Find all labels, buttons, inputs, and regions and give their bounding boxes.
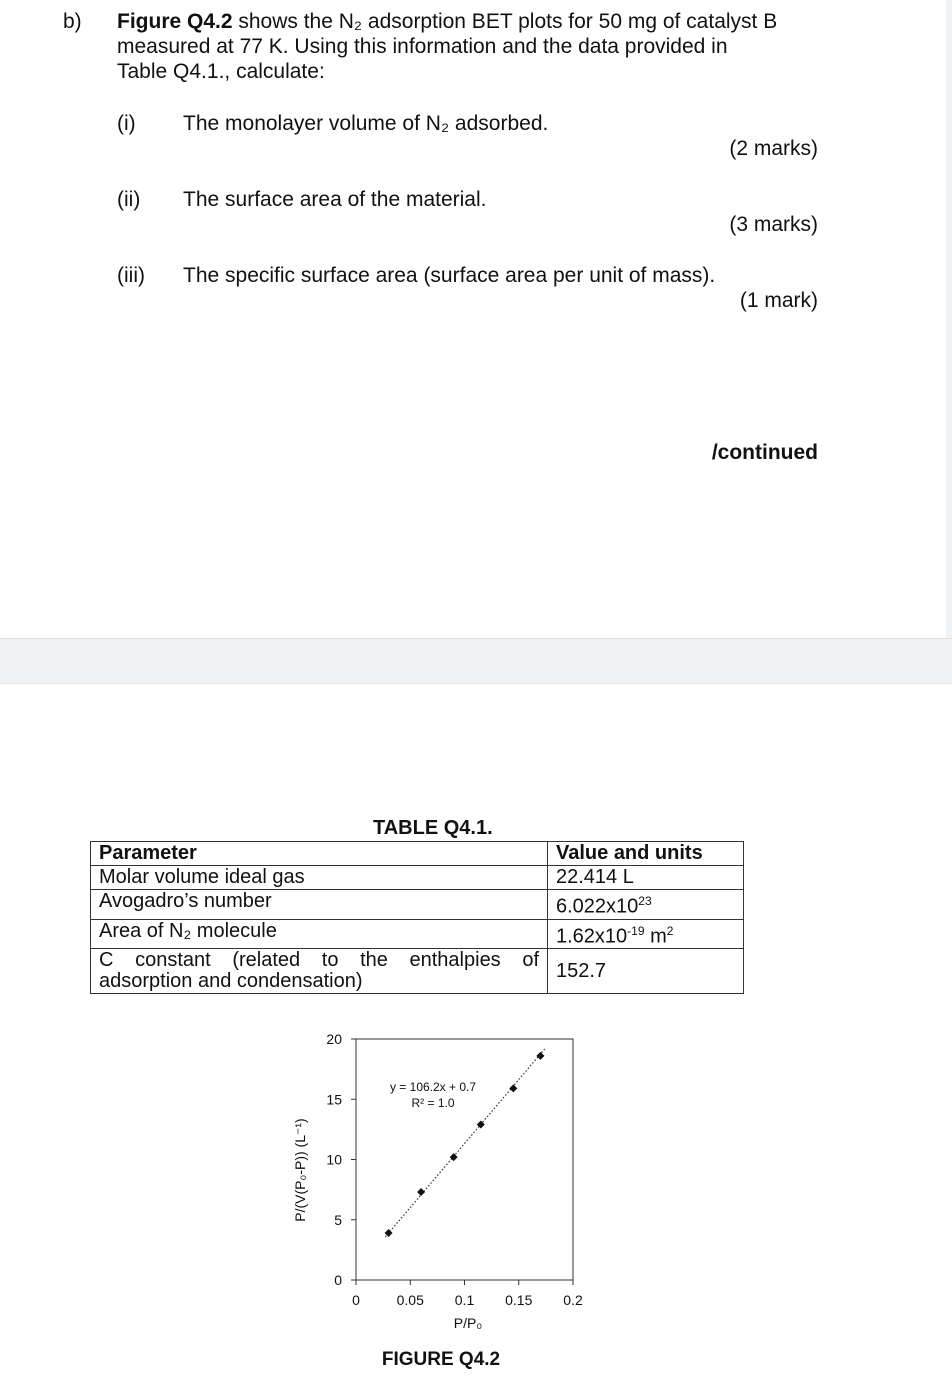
x-tick-label: 0.1 — [454, 1292, 475, 1308]
x-axis-label: P/P₀ — [453, 1315, 483, 1331]
part-ii-text: The surface area of the material. — [183, 188, 487, 211]
r-squared-label: R² = 1.0 — [411, 1096, 455, 1110]
part-iii-marks: (1 mark) — [739, 289, 818, 312]
header-parameter: Parameter — [91, 842, 548, 866]
parameter-table — [90, 841, 744, 994]
value-cell: $1.62x10^{-19}$ $m^2$ — [548, 919, 744, 949]
question-label: b) — [63, 10, 82, 33]
table-row — [91, 919, 744, 949]
data-point — [509, 1084, 517, 1092]
part-i-text: The monolayer volume of N₂ adsorbed. — [183, 112, 549, 135]
x-tick-label: 0.15 — [505, 1292, 533, 1308]
trendline — [385, 1049, 544, 1237]
continued-note: /continued — [711, 441, 818, 464]
page-break — [0, 638, 952, 684]
value-cell: 22.414 L — [548, 866, 744, 890]
y-tick-label: 15 — [326, 1091, 342, 1108]
table-row — [91, 949, 744, 994]
part-ii-marks: (3 marks) — [729, 213, 818, 236]
param-cell: Molar volume ideal gas — [91, 866, 548, 890]
question-intro-line1: Figure Q4.2 shows the N₂ adsorption BET plots for 50 mg of catalyst B — [117, 10, 778, 33]
y-tick-label: 20 — [326, 1031, 342, 1047]
bet-plot-chart — [0, 1010, 952, 1379]
y-tick-label: 0 — [334, 1272, 342, 1288]
x-axis — [352, 1280, 583, 1308]
part-ii-number: (ii) — [117, 188, 141, 211]
table-title: TABLE Q4.1. — [373, 817, 493, 839]
part-iii-text: The specific surface area (surface area per unit of mass). — [183, 264, 716, 287]
trendline-equation: y = 106.2x + 0.7 — [389, 1080, 477, 1094]
figure-reference: Figure Q4.2 — [117, 10, 233, 33]
x-tick-label: 0.2 — [563, 1292, 583, 1308]
question-intro-line3: Table Q4.1., calculate: — [117, 60, 325, 83]
y-tick-label: 10 — [326, 1151, 342, 1168]
part-iii-number: (iii) — [117, 264, 145, 287]
x-tick-label: 0.05 — [396, 1292, 424, 1308]
table-row — [91, 866, 744, 890]
param-cell: Area of N₂ molecule — [91, 919, 548, 949]
table-row — [91, 890, 744, 920]
x-tick-label: 0 — [352, 1292, 360, 1308]
value-cell: 152.7 — [548, 949, 744, 994]
y-tick-label: 5 — [334, 1211, 342, 1228]
header-value: Value and units — [548, 842, 744, 866]
part-i-marks: (2 marks) — [729, 137, 818, 160]
data-point — [417, 1188, 425, 1196]
param-cell: Avogadro’s number — [91, 890, 548, 920]
figure-caption: FIGURE Q4.2 — [381, 1349, 501, 1370]
y-axis — [326, 1031, 356, 1288]
param-cell: C constant (related to the enthalpies of adsorption and condensation) — [91, 949, 548, 994]
part-i-number: (i) — [117, 112, 136, 135]
page-edge — [946, 0, 952, 638]
question-intro — [117, 9, 837, 84]
value-cell: $6.022x10^{23}$ — [548, 890, 744, 920]
table-header-row — [91, 842, 744, 866]
data-point — [450, 1153, 458, 1161]
y-axis-label: P/(V(P₀-P)) (L⁻¹) — [292, 1118, 308, 1222]
data-point — [536, 1052, 544, 1060]
question-intro-line2: measured at 77 K. Using this information and the data provided in — [117, 35, 728, 58]
plot-area — [356, 1039, 573, 1280]
